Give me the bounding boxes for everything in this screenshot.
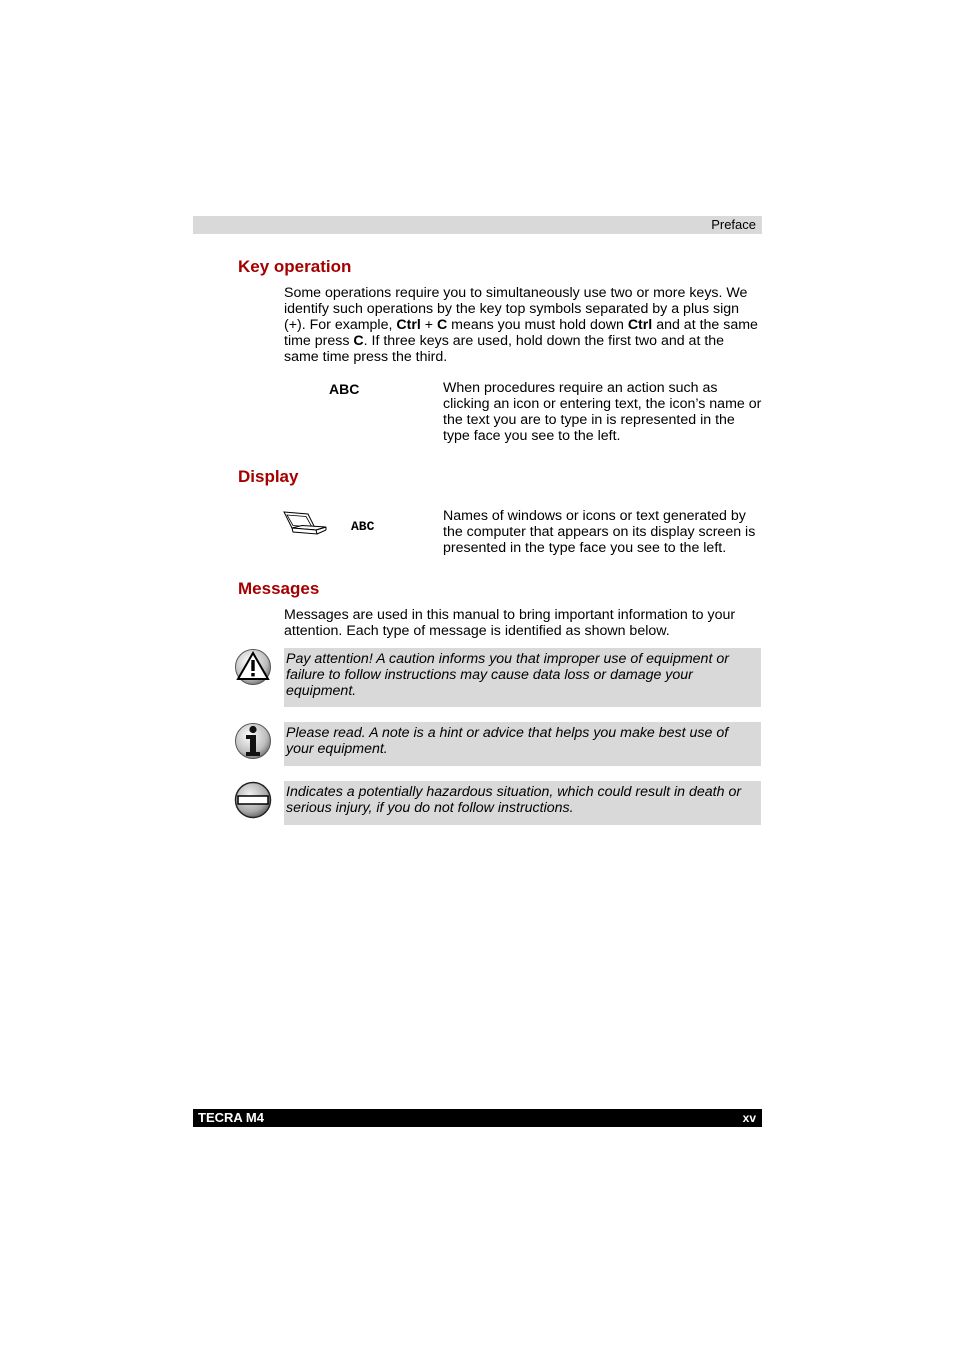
caution-icon xyxy=(234,648,272,686)
key-example-description: When procedures require an action such as clicking an icon or entering text, the icon’s name or the text you are to type in is represented in the type face you see to the left. xyxy=(443,380,762,444)
key-operation-paragraph: Some operations require you to simultaneously use two or more keys. We identify such operations by the key top symbols separated by a plus sign (+). For example, Ctrl + C means you must hold down Ctrl and at the same time press C. If three keys are used, hold down the first two and at the same time press the third. xyxy=(284,285,758,365)
key-example-term: ABC xyxy=(329,381,360,397)
info-icon xyxy=(234,722,272,760)
laptop-icon xyxy=(282,510,328,538)
caution-message: Pay attention! A caution informs you that improper use of equipment or failure to follow instructions may cause data loss or damage your equipment. xyxy=(284,648,761,707)
key-c-2: C xyxy=(353,333,364,349)
warning-icon xyxy=(234,781,272,819)
key-ctrl-2: Ctrl xyxy=(627,317,653,333)
display-example-term: ABC xyxy=(351,519,375,534)
page-header-bar xyxy=(193,216,762,234)
page-number: xv xyxy=(742,1111,756,1125)
display-example-description: Names of windows or icons or text generated by the computer that appears on its display screen is presented in the type face you see to the left. xyxy=(443,508,756,556)
display-heading: Display xyxy=(238,467,299,486)
key-c: C xyxy=(436,317,448,333)
product-name: TECRA M4 xyxy=(198,1110,264,1125)
warning-message: Indicates a potentially hazardous situation, which could result in death or serious injury, if you do not follow instructions. xyxy=(284,781,761,825)
page-footer-bar xyxy=(193,1109,762,1127)
key-ctrl: Ctrl xyxy=(396,317,421,333)
messages-intro: Messages are used in this manual to bring important information to your attention. Each type of message is identified as shown below. xyxy=(284,607,736,639)
section-label: Preface xyxy=(711,217,756,232)
key-operation-heading: Key operation xyxy=(238,257,352,276)
note-message: Please read. A note is a hint or advice that helps you make best use of your equipment. xyxy=(284,722,761,766)
messages-heading: Messages xyxy=(238,579,320,598)
